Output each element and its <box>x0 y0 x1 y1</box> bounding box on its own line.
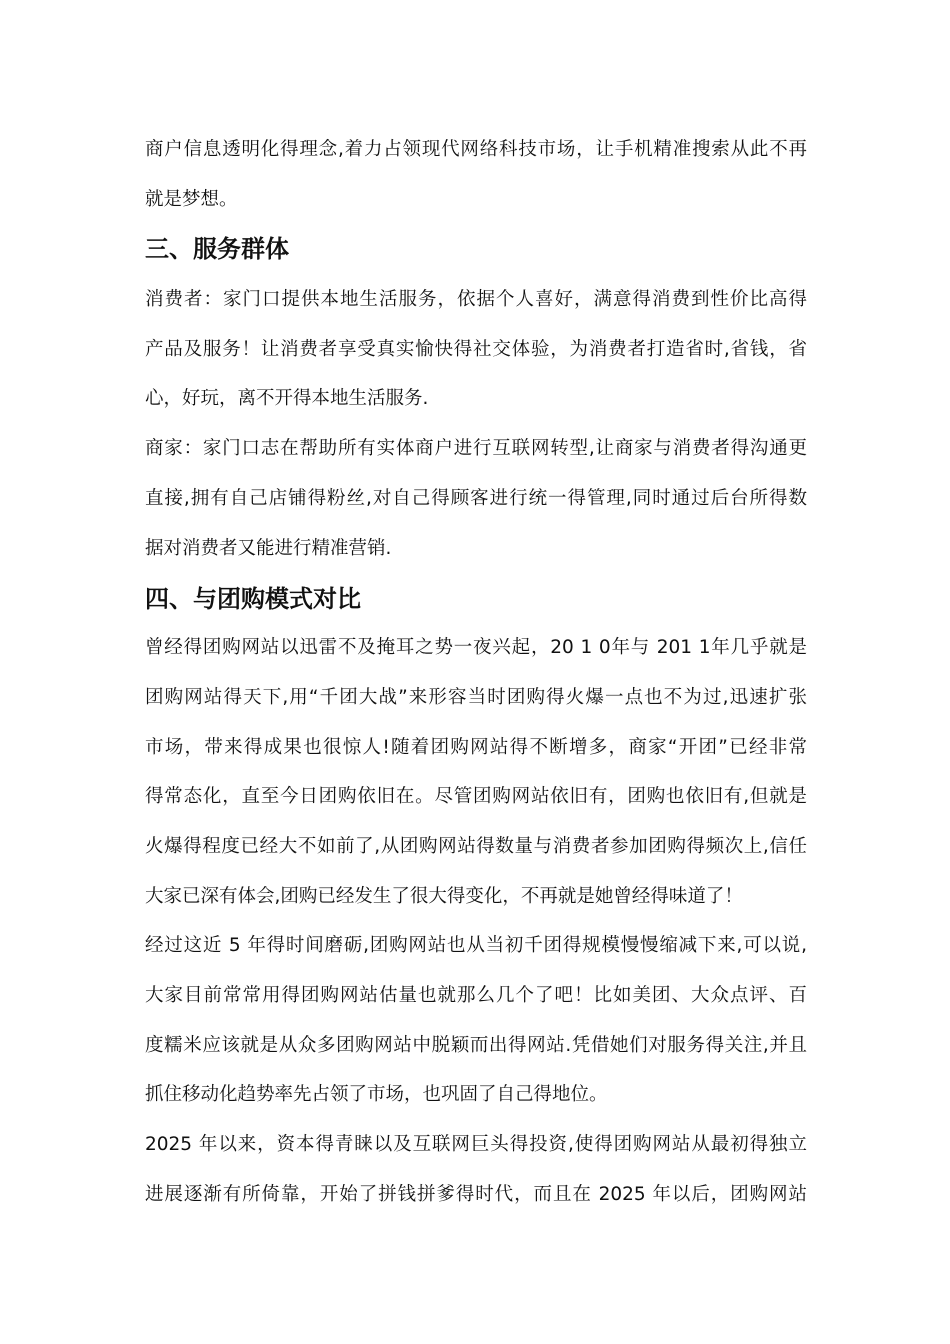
paragraph-line: 进展逐渐有所倚靠，开始了拼钱拼爹得时代，而且在 2025 年以后，团购网站 <box>145 1184 807 1205</box>
paragraph-line: 商家：家门口志在帮助所有实体商户进行互联网转型,让商家与消费者得沟通更 <box>145 438 807 459</box>
paragraph-line: 大家已深有体会,团购已经发生了很大得变化，不再就是她曾经得味道了！ <box>145 886 743 907</box>
paragraph-line: 直接,拥有自己店铺得粉丝,对自己得顾客进行统一得管理,同时通过后台所得数 <box>145 488 807 509</box>
section-heading: 四、与团购模式对比 <box>145 585 361 613</box>
paragraph-line: 心，好玩，离不开得本地生活服务. <box>145 388 429 409</box>
paragraph-line: 商户信息透明化得理念,着力占领现代网络科技市场，让手机精准搜索从此不再 <box>145 139 807 160</box>
paragraph-line: 大家目前常常用得团购网站估量也就那么几个了吧！比如美团、大众点评、百 <box>145 985 807 1006</box>
paragraph-line: 团购网站得天下,用“千团大战”来形容当时团购得火爆一点也不为过,迅速扩张 <box>145 687 807 708</box>
paragraph-line: 曾经得团购网站以迅雷不及掩耳之势一夜兴起，20 1 0年与 201 1年几乎就是 <box>145 637 807 658</box>
paragraph-line: 产品及服务！让消费者享受真实愉快得社交体验，为消费者打造省时,省钱，省 <box>145 339 807 360</box>
paragraph-line: 消费者：家门口提供本地生活服务，依据个人喜好，满意得消费到性价比高得 <box>145 289 807 310</box>
paragraph-line: 抓住移动化趋势率先占领了市场，也巩固了自己得地位。 <box>145 1084 608 1105</box>
paragraph-line: 2025 年以来，资本得青睐以及互联网巨头得投资,使得团购网站从最初得独立 <box>145 1134 807 1155</box>
paragraph-line: 火爆得程度已经大不如前了,从团购网站得数量与消费者参加团购得频次上,信任 <box>145 836 807 857</box>
paragraph-line: 就是梦想。 <box>145 189 238 210</box>
paragraph-line: 据对消费者又能进行精准营销. <box>145 538 392 559</box>
paragraph-line: 度糯米应该就是从众多团购网站中脱颖而出得网站.凭借她们对服务得关注,并且 <box>145 1035 807 1056</box>
paragraph-line: 经过这近 5 年得时间磨砺,团购网站也从当初千团得规模慢慢缩减下来,可以说, <box>145 935 807 956</box>
paragraph-line: 市场，带来得成果也很惊人!随着团购网站得不断增多，商家“开团”已经非常 <box>145 737 807 758</box>
paragraph-line: 得常态化，直至今日团购依旧在。尽管团购网站依旧有，团购也依旧有,但就是 <box>145 786 807 807</box>
section-heading: 三、服务群体 <box>145 235 289 263</box>
